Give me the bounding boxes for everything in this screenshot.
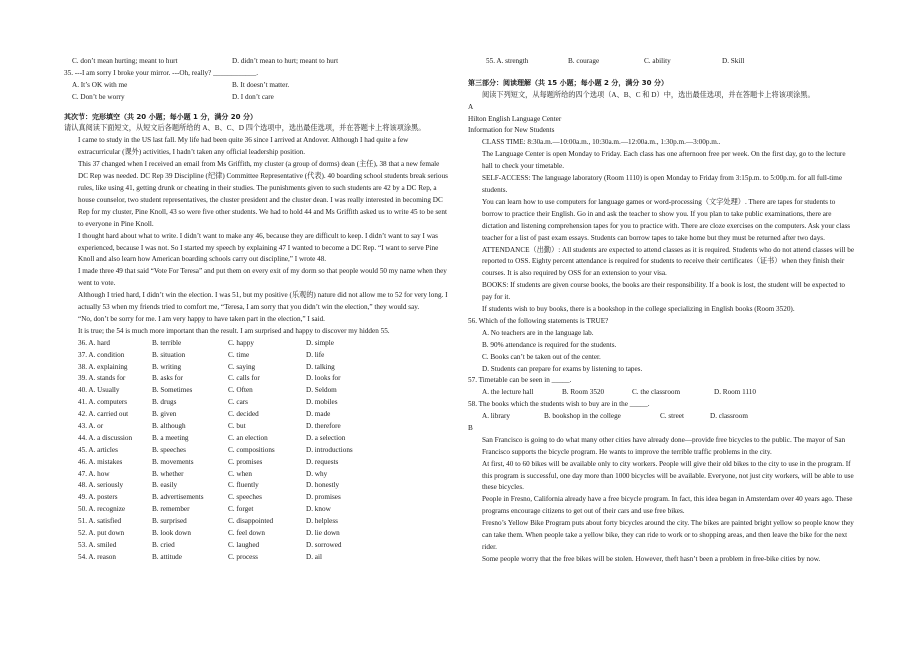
option-c: C. cars (228, 398, 248, 407)
option-c: C. the classroom (632, 388, 681, 397)
cloze-option-row (64, 457, 448, 469)
cloze-paragraph: I came to study in the US last fall. My life had been quite 36 since I arrived at Andover. Although I had quite a few extracurricular (课外) activities, I hadn’t taken any official leadership position. (78, 136, 409, 157)
option-d: D. a selection (306, 433, 346, 442)
cloze-option-row (64, 385, 448, 397)
option-a: 49. A. posters (78, 493, 118, 502)
option-d: D. didn’t mean to hurt; meant to hurt (232, 57, 339, 65)
passage-a-paragraph: ATTENDANCE（出勤）: All students are expected to attend classes as it is required. Students who do not attend classes will be reported to OSS. Eighty percent attendance is required for students to receive their certificates（证书）when they finish their courses. It is also required by OSS for an extension to your visa. (482, 245, 855, 278)
option-d: D. made (306, 410, 331, 419)
cloze-instructions: 请认真阅读下面短文，从短文后各题所给的 A、B、C、D 四个选项中，选出最佳选项，并在答题卡上将该项涂黑。 (64, 124, 426, 133)
cloze-section-title: 其次节：完形填空（共 20 小题；每小题 1 分，满分 20 分） (64, 112, 257, 121)
cloze-option-row (64, 492, 448, 504)
option-c: C. calls for (228, 374, 260, 383)
option-a: 38. A. explaining (78, 362, 128, 371)
q56-option-b: B. 90% attendance is required for the students. (482, 340, 617, 349)
option-d: D. honestly (306, 481, 340, 490)
option-a: 47. A. how (78, 469, 110, 478)
passage-b-paragraph: Fresno’s Yellow Bike Program puts about forty bicycles around the city. The bikes are painted bright yellow so people know they can take them. When people take a yellow bike, they can ride to work or to shopping areas, and then leave the bike for the next rider. (482, 519, 854, 551)
option-a: 55. A. strength (486, 57, 529, 65)
option-c: C. fluently (228, 481, 259, 490)
passage-a-paragraph: You can learn how to use computers for language games or word-processing（文字处理）. There are tapes for students to borrow to practice their English. Go in and ask the teacher to show you. If you plan to take public examinations, there are dictation and listening comprehension tapes for you to practice with. There are cloze exercises on the computers. Ask your class teacher for a list of past exam essays. Students can borrow tapes to take home but they must be returned after two days. (482, 197, 851, 242)
option-d: D. lie down (306, 529, 340, 538)
q35-stem: 35. ---I am sorry I broke your mirror. ---Oh, really? ____________. (64, 68, 259, 77)
passage-b-paragraph: People in Fresno, California already have a free bicycle program. In fact, this idea began in Amsterdam over 40 years ago. These programs encourage citizens to get out of their cars and use free bikes. (482, 495, 853, 516)
passage-a-paragraph: CLASS TIME: 8:30a.m.—10:00a.m., 10:30a.m.—12:00a.m., 1:30p.m.—3:00p.m.. (482, 138, 721, 147)
option-c: C. don’t mean hurting; meant to hurt (72, 57, 178, 65)
option-c: C. decided (228, 410, 259, 419)
option-b: B. bookshop in the college (544, 412, 621, 421)
q56-option-a: A. No teachers are in the language lab. (482, 328, 594, 337)
cloze-option-row (64, 445, 448, 457)
option-a: A. It’s OK with me (72, 80, 128, 89)
cloze-option-row (64, 504, 448, 516)
option-a: 37. A. condition (78, 350, 125, 359)
passage-b-paragraph: At first, 40 to 60 bikes will be available only to city workers. People will give their old bikes to the city to use in the program. If this program is successful, one day more than 1000 bicycles will be available. Everyone, not just city workers, will be able to use these bicycles. (482, 459, 854, 492)
passage-a-paragraph: BOOKS: If students are given course books, the books are their responsibility. If a book is lost, the student will be expected to pay for it. (482, 281, 846, 302)
cloze-option-row (64, 540, 448, 552)
option-a: 53. A. smiled (78, 540, 117, 549)
option-b: B. Room 3520 (562, 388, 605, 397)
cloze-paragraph: It is true; the 54 is much more important than the result. I am surprised and happy to discover my hidden 55. (78, 326, 390, 335)
cloze-paragraph: I made three 49 that said “Vote For Teresa” and put them on every exit of my dorm so that people would 50 my name when they went to vote. (78, 267, 447, 288)
option-b: B. whether (152, 469, 184, 478)
cloze-options (64, 338, 448, 564)
option-b: B. drugs (152, 398, 177, 407)
option-b: B. remember (152, 505, 190, 514)
option-a: 44. A. a discussion (78, 433, 133, 442)
option-a: 45. A. articles (78, 445, 118, 454)
cloze-option-row (64, 409, 448, 421)
option-b: B. easily (152, 481, 178, 490)
cloze-paragraph: I thought hard about what to write. I didn’t want to make any 46, because they are difficult to keep. I didn’t want to say I was experienced, because I was not. So I started my speech by explaining 47 I wanted to become a DC Rep. “I want to serve Pine Knoll and also learn how American boarding schools carry out discipline,” I wrote 48. (78, 231, 439, 264)
option-c: C. ability (644, 57, 671, 65)
option-b: B. It doesn’t matter. (232, 80, 290, 89)
option-d: D. why (306, 469, 328, 478)
option-c: C. Often (228, 386, 253, 395)
option-a: 36. A. hard (78, 338, 110, 347)
option-b: B. given (152, 410, 177, 419)
option-d: D. promises (306, 493, 341, 502)
option-c: C. compositions (228, 445, 275, 454)
passage-a-title: Hilton English Language Center (468, 114, 562, 123)
option-b: B. speeches (152, 445, 186, 454)
option-a: 50. A. recognize (78, 505, 126, 514)
option-c: C. feel down (228, 529, 265, 538)
q57-options (468, 387, 856, 399)
q57-stem: 57. Timetable can be seen in _____. (468, 376, 572, 385)
option-d: D. talking (306, 362, 335, 371)
option-c: C. laughed (228, 540, 260, 549)
option-b: B. advertisements (152, 493, 204, 502)
option-b: B. asks for (152, 374, 183, 383)
option-d: D. looks for (306, 374, 341, 383)
option-d: D. introductions (306, 445, 353, 454)
option-a: A. library (482, 412, 510, 421)
option-a: 48. A. seriously (78, 481, 124, 490)
option-b: B. cried (152, 540, 175, 549)
q35-options-cd (64, 92, 448, 104)
passage-a-paragraph: The Language Center is open Monday to Friday. Each class has one afternoon free per week. On the first day, go to the lecture hall to check your timetable. (482, 150, 846, 171)
option-b: B. terrible (152, 338, 182, 347)
cloze-option-row (64, 350, 448, 362)
option-d: D. I don’t care (232, 92, 274, 101)
option-a: A. the lecture hall (482, 388, 534, 397)
option-d: D. mobiles (306, 398, 338, 407)
cloze-paragraph: Although I tried hard, I didn’t win the election. I was 51, but my positive (乐观的) nature did not allow me to 52 for very long. I actually 53 when my friends tried to comfort me, “Teresa, I am sorry that you didn’t win the election,” they would say. (78, 291, 448, 312)
option-a: 51. A. satisfied (78, 517, 122, 526)
option-d: D. classroom (710, 412, 748, 421)
cloze-option-row (64, 362, 448, 374)
option-c: C. Don’t be worry (72, 92, 125, 101)
passage-a-subtitle: Information for New Students (468, 126, 555, 135)
cloze-option-row (64, 421, 448, 433)
cloze-option-row (64, 338, 448, 350)
q56-stem: 56. Which of the following statements is TRUE? (468, 316, 609, 325)
cloze-option-row (64, 433, 448, 445)
option-a: 40. A. Usually (78, 386, 120, 395)
option-a: 46. A. mistakes (78, 457, 123, 466)
cloze-option-row (64, 528, 448, 540)
option-a: 54. A. reason (78, 552, 116, 561)
option-b: B. courage (568, 57, 600, 65)
option-c: C. but (228, 422, 246, 430)
reading-instructions: 阅读下列短文，从每题所给的四个选项（A、B、C 和 D）中，选出最佳选项，并在答题卡上将该项涂黑。 (482, 90, 815, 99)
option-d: D. simple (306, 338, 334, 347)
option-c: C. disappointed (228, 517, 274, 526)
reading-section-title: 第三部分：阅读理解（共 15 小题；每小题 2 分，满分 30 分） (468, 78, 668, 87)
option-c: C. time (228, 350, 250, 359)
cloze-option-row (64, 373, 448, 385)
passage-a-paragraph: SELF-ACCESS: The language laboratory (Room 1110) is open Monday to Friday from 3:15p.m. to 5:00p.m. for all full-time students. (482, 174, 843, 194)
option-c: C. speeches (228, 493, 262, 502)
option-c: C. saying (228, 362, 256, 371)
option-d: D. requests (306, 457, 339, 466)
q58-options (468, 411, 856, 423)
option-a: 39. A. stands for (78, 374, 126, 383)
option-d: D. sorrowed (306, 540, 342, 549)
option-b: B. surprised (152, 517, 187, 526)
q34-options-cd (64, 56, 448, 68)
passage-a-label: A (468, 102, 474, 111)
q56-option-c: C. Books can’t be taken out of the center. (482, 352, 601, 361)
cloze-option-row (64, 397, 448, 409)
option-c: C. forget (228, 505, 254, 514)
option-b: B. look down (152, 529, 191, 538)
passage-b-paragraph: Some people worry that the free bikes will be stolen. However, theft hasn’t been a problem in free-bike cities by now. (482, 554, 821, 563)
option-d: D. life (306, 350, 325, 359)
passage-a-paragraph: If students wish to buy books, there is a bookshop in the college specializing in English books (Room 3520). (482, 305, 795, 314)
q55-options (468, 56, 856, 68)
option-d: D. Room 1110 (714, 388, 756, 397)
q56-option-d: D. Students can prepare for exams by listening to tapes. (482, 364, 643, 373)
option-d: D. Seldom (306, 386, 337, 395)
option-c: C. happy (228, 338, 254, 347)
option-a: 52. A. put down (78, 529, 125, 538)
option-c: C. process (228, 552, 258, 561)
option-b: B. attitude (152, 552, 182, 561)
option-a: 43. A. or (78, 422, 104, 430)
option-c: C. an election (228, 433, 268, 442)
option-c: C. promises (228, 457, 263, 466)
option-d: D. ail (306, 552, 322, 561)
option-d: D. helpless (306, 517, 338, 526)
left-column (64, 56, 448, 564)
option-a: 41. A. computers (78, 398, 128, 407)
right-column (468, 56, 856, 566)
cloze-option-row (64, 469, 448, 481)
option-b: B. a meeting (152, 433, 189, 442)
option-d: D. know (306, 505, 331, 514)
option-b: B. Sometimes (152, 386, 193, 395)
option-a: 42. A. carried out (78, 410, 129, 419)
option-b: B. situation (152, 350, 186, 359)
option-b: B. although (152, 422, 186, 430)
option-b: B. writing (152, 362, 182, 371)
cloze-option-row (64, 480, 448, 492)
option-b: B. movements (152, 457, 194, 466)
passage-b-paragraph: San Francisco is going to do what many other cities have already done—provide free bicycles to the public. The mayor of San Francisco supports the bicycle program. He wants to improve the terrible traffic problems in the city. (482, 435, 846, 456)
cloze-option-row (64, 516, 448, 528)
option-c: C. when (228, 469, 252, 478)
q35-options-ab (64, 80, 448, 92)
cloze-option-row (64, 552, 448, 564)
option-d: D. Skill (722, 57, 745, 65)
passage-b-label: B (468, 423, 473, 432)
cloze-paragraph: “No, don’t be sorry for me. I am very happy to have taken part in the election,” I said. (78, 314, 325, 323)
option-d: D. therefore (306, 422, 341, 430)
cloze-paragraph: This 37 changed when I received an email from Ms Griffith, my cluster (a group of dorms) dean (主任), 38 that a new female DC Rep was needed. DC Rep 39 Discipline (纪律) Committee Representative (代表). 40 boarding school students break serious rules, like using 41, getting drunk or cheating in their studies. The punishments given to such students are 42 by a DC Rep, a house counselor, two student representatives, the cluster president and the cluster dean. I was really interested in becoming DC Rep for my cluster, Pine Knoll, 43 so were five other students. We had to hold 44 and Ms Griffith asked us to write 45 to be sent to everyone in Pine Knoll. (78, 160, 448, 228)
option-c: C. street (660, 412, 684, 421)
q58-stem: 58. The books which the students wish to buy are in the _____. (468, 400, 650, 409)
